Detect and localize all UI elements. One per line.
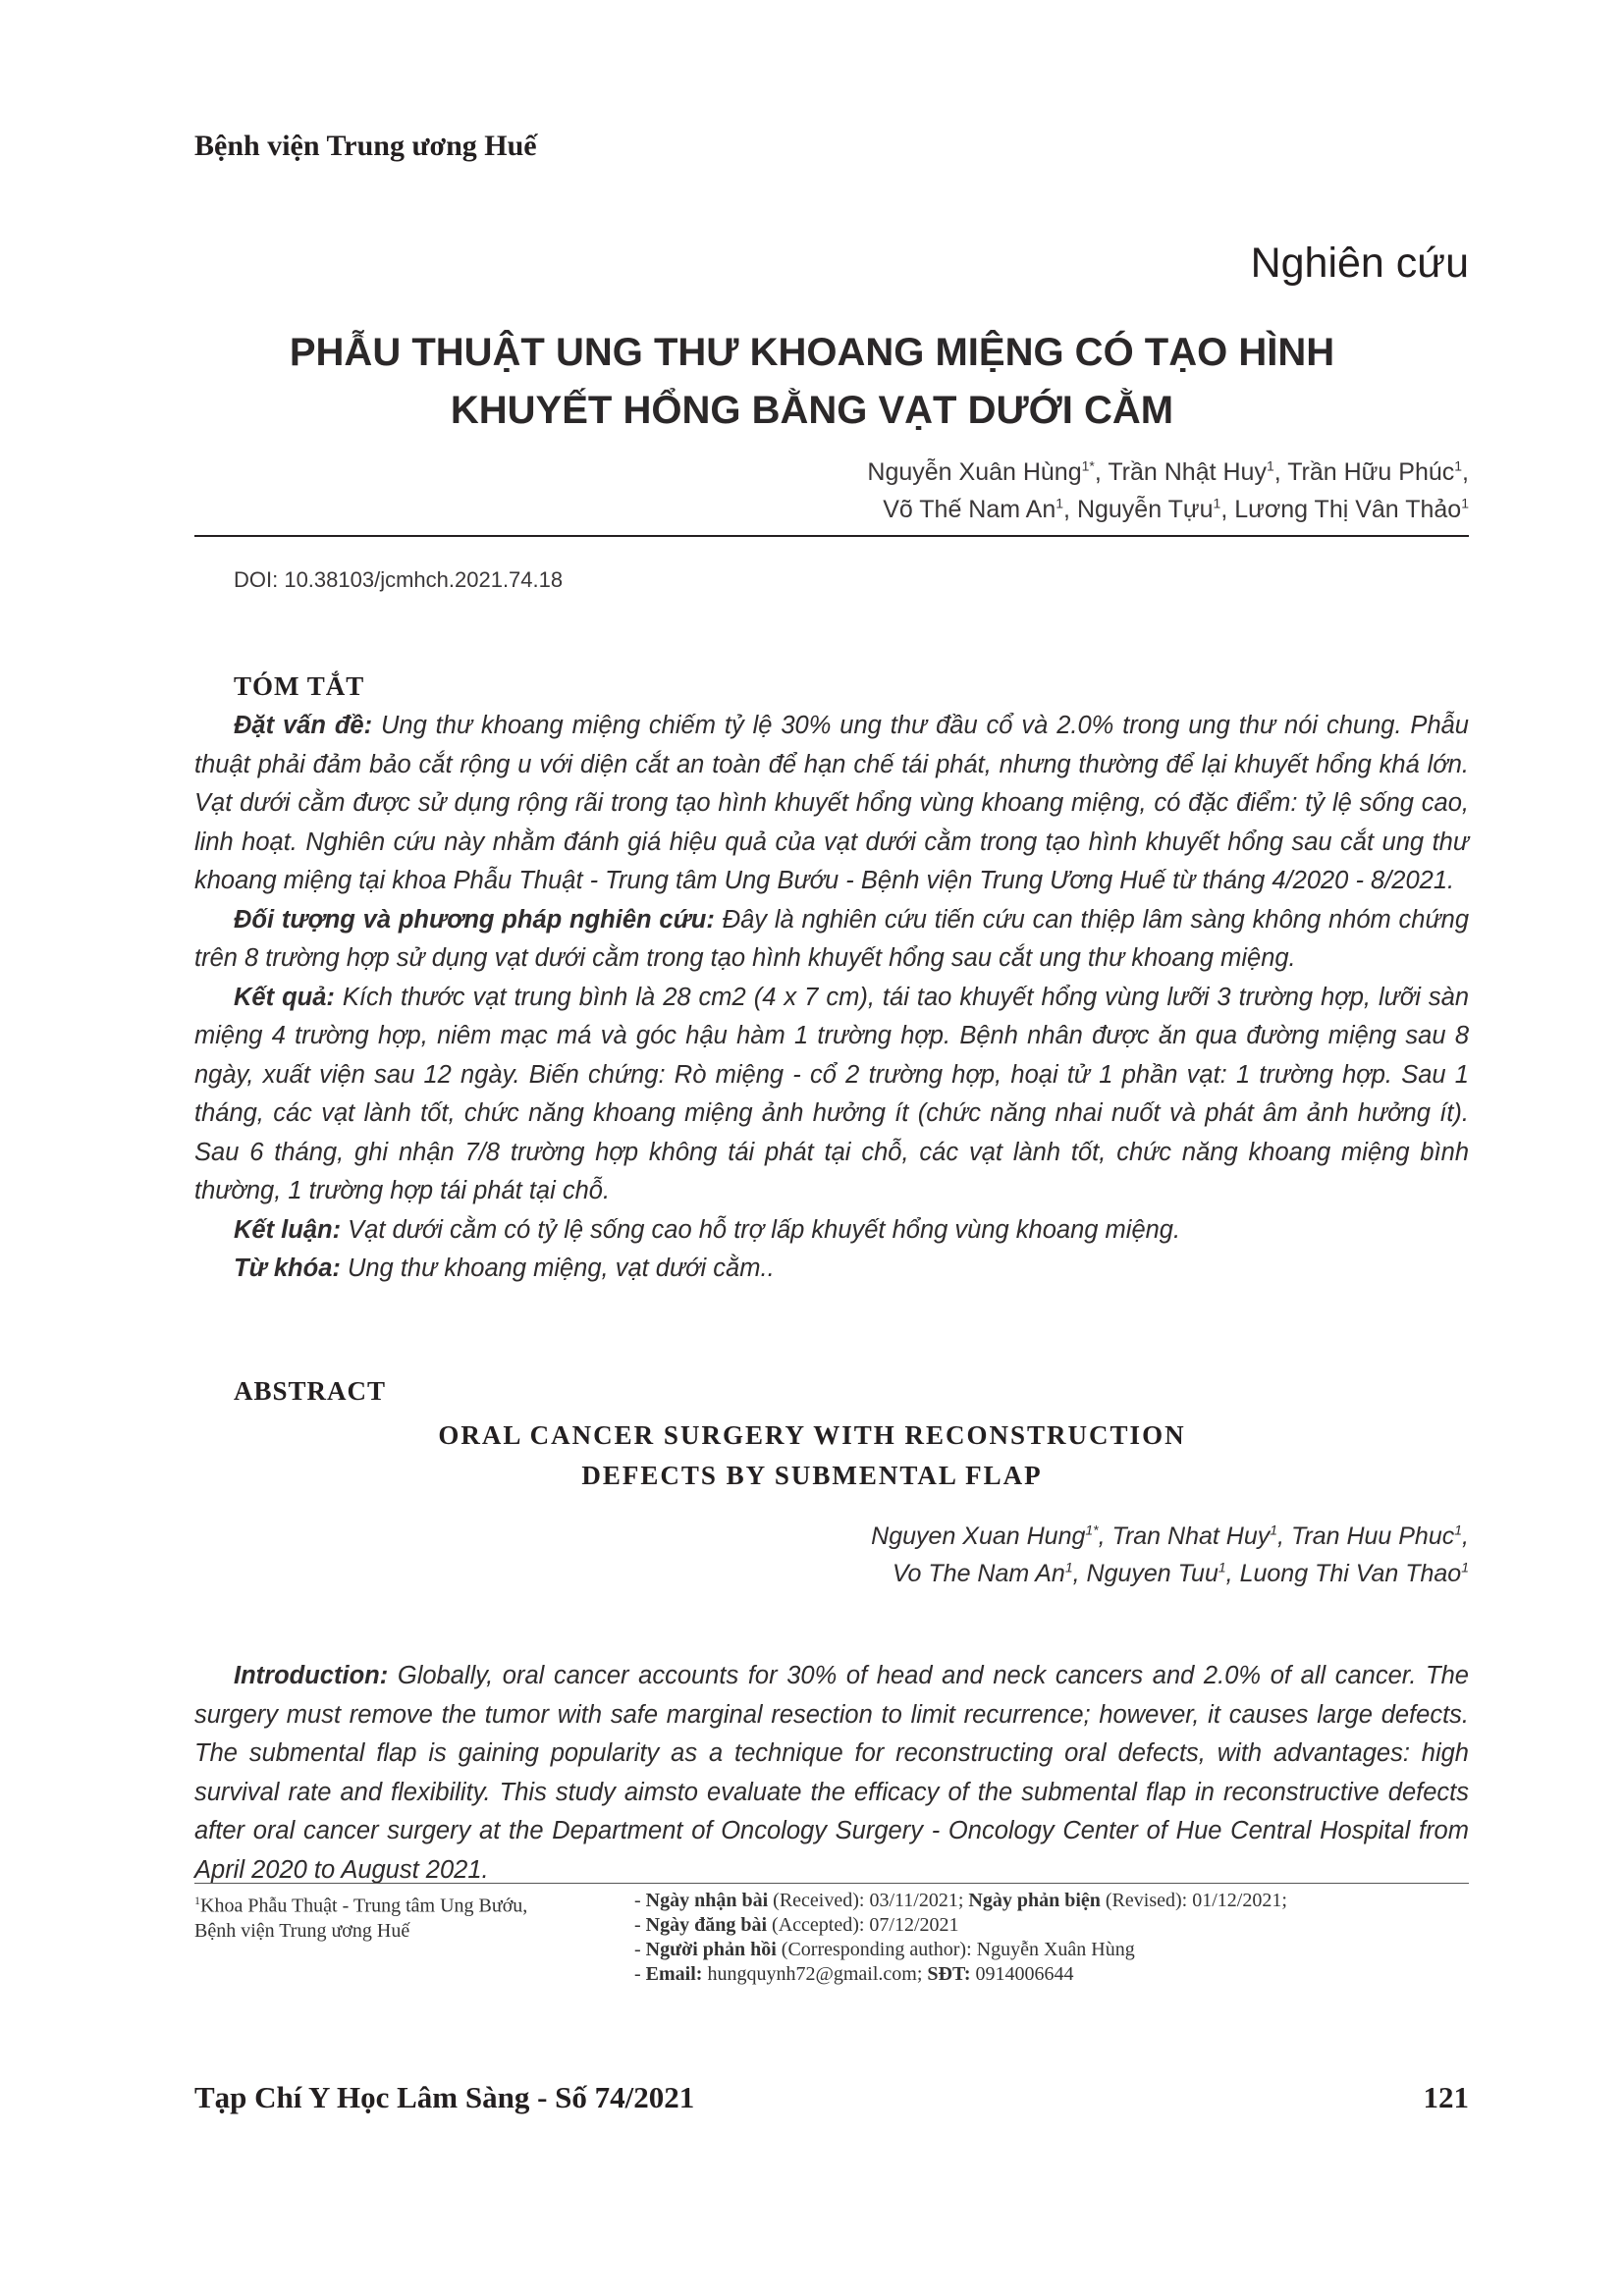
- paragraph-label: Từ khóa:: [234, 1255, 341, 1282]
- authors-line-1: [871, 1518, 1469, 1555]
- summary-paragraph-methods: [194, 901, 1469, 979]
- corresponding-value: (Corresponding author): Nguyễn Xuân Hùng: [776, 1939, 1135, 1960]
- author-affiliation-mark: 1: [1270, 1522, 1278, 1538]
- paragraph-text: Ung thư khoang miệng chiếm tỷ lệ 30% ung thư đầu cổ và 2.0% trong ung thư nói chung. Phẫu thuật phải đảm bảo cắt rộng u với diện cắt an toàn để hạn chế tái phát, nhưng thường để lại khuyết hổng khá lớn. Vạt dưới cằm được sử dụng rộng rãi trong tạo hình khuyết hổng vùng khoang miệng, có đặc điểm: tỷ lệ sống cao, linh hoạt. Nghiên cứu này nhằm đánh giá hiệu quả của vạt dưới cằm trong tạo hình khuyết hổng sau cắt ung thư khoang miệng tại khoa Phẫu Thuật - Trung tâm Ung Bướu - Bệnh viện Trung Ương Huế từ tháng 4/2020 - 8/2021.: [194, 712, 1469, 894]
- paragraph-text: Globally, oral cancer accounts for 30% of head and neck cancers and 2.0% of all cancer. The surgery must remove the tumor with safe marginal resection to limit recurrence; however, it causes large defects. The submental flap is gaining popularity as a technique for reconstructing oral defects, with advantages: high survival rate and flexibility. This study aimsto evaluate the efficacy of the submental flap in reconstructive defects after oral cancer surgery at the Department of Oncology Surgery - Oncology Center of Hue Central Hospital from April 2020 to August 2021.: [194, 1662, 1469, 1884]
- accepted-value: (Accepted): 07/12/2021: [767, 1914, 959, 1936]
- author-name: Lương Thị Vân Thảo: [1234, 496, 1462, 523]
- paragraph-label: Introduction:: [234, 1662, 389, 1689]
- affiliation-text: Khoa Phẫu Thuật - Trung tâm Ung Bướu,: [200, 1895, 528, 1917]
- abstract-heading: ABSTRACT: [234, 1376, 387, 1406]
- summary-paragraph-keywords: [194, 1250, 1469, 1289]
- summary-paragraph-conclusion: [194, 1211, 1469, 1251]
- abstract-title: [0, 1415, 1624, 1496]
- abstract-title-line-2: DEFECTS BY SUBMENTAL FLAP: [581, 1461, 1043, 1490]
- paragraph-label: Đặt vấn đề:: [234, 712, 373, 739]
- summary-body: [194, 707, 1469, 1289]
- summary-heading: TÓM TẮT: [234, 671, 365, 701]
- author-separator: ,: [1462, 458, 1469, 486]
- paragraph-text: Vạt dưới cằm có tỷ lệ sống cao hỗ trợ lấp khuyết hổng vùng khoang miệng.: [341, 1215, 1181, 1244]
- footer-page-number: 121: [1423, 2080, 1469, 2114]
- author-separator: ,: [1225, 1560, 1240, 1587]
- author-affiliation-mark: 1: [1064, 1559, 1073, 1575]
- authors-english: [871, 1518, 1469, 1592]
- paragraph-label: Kết luận:: [234, 1215, 342, 1244]
- section-label: Nghiên cứu: [1250, 240, 1469, 287]
- author-affiliation-mark: 1: [1218, 1559, 1226, 1575]
- footnote-divider: [194, 1883, 1469, 1884]
- paragraph-label: Kết quả:: [234, 983, 335, 1011]
- authors-vietnamese: [867, 454, 1469, 528]
- author-name: Nguyen Xuan Hung: [871, 1522, 1086, 1550]
- author-affiliation-mark: 1: [1454, 1522, 1463, 1538]
- author-separator: ,: [1277, 1522, 1291, 1550]
- phone-label: SĐT:: [927, 1963, 971, 1985]
- email-value[interactable]: hungquynh72@gmail.com;: [702, 1963, 928, 1985]
- phone-value: 0914006644: [970, 1963, 1074, 1985]
- bullet-dash: -: [634, 1890, 646, 1911]
- authors-line-2: [871, 1555, 1469, 1592]
- paragraph-text: Đây là nghiên cứu tiến cứu can thiệp lâm sàng không nhóm chứng trên 8 trường hợp sử dụng vạt dưới cằm trong tạo hình khuyết hổng sau cắt ung thư khoang miệng.: [194, 905, 1470, 972]
- author-name: Luong Thi Van Thao: [1239, 1560, 1462, 1587]
- author-name: Nguyễn Xuân Hùng: [867, 458, 1082, 486]
- footnote-line-received: [634, 1889, 1479, 1913]
- paragraph-text: Kích thước vạt trung bình là 28 cm2 (4 x 7 cm), tái tao khuyết hổng vùng lưỡi 3 trường hợp, lưỡi sàn miệng 4 trường hợp, niêm mạc má và góc hậu hàm 1 trường hợp. Bệnh nhân được ăn qua đường miệng sau 8 ngày, xuất viện sau 12 ngày. Biến chứng: Rò miệng - cổ 2 trường hợp, hoại tử 1 phần vạt: 1 trường hợp. Sau 1 tháng, các vạt lành tốt, chức năng khoang miệng ảnh hưởng ít (chức năng nhai nuốt và phát âm ảnh hưởng ít). Sau 6 tháng, ghi nhận 7/8 trường hợp không tái phát tại chỗ, các vạt lành tốt, chức năng khoang miệng bình thường, 1 trường hợp tái phát tại chỗ.: [194, 983, 1469, 1204]
- abstract-paragraph-introduction: [194, 1657, 1469, 1890]
- footer-journal-name: Tạp Chí Y Học Lâm Sàng - Số 74/2021: [194, 2080, 695, 2114]
- article-title-line-2: KHUYẾT HỔNG BẰNG VẠT DƯỚI CẰM: [450, 389, 1174, 432]
- bullet-dash: -: [634, 1939, 646, 1960]
- author-affiliation-mark: 1: [1213, 495, 1221, 511]
- footnote-dates: [634, 1889, 1479, 1987]
- revised-value: (Revised): 01/12/2021;: [1100, 1890, 1287, 1911]
- authors-line-2: [867, 491, 1469, 528]
- summary-paragraph-background: [194, 707, 1469, 901]
- author-separator: ,: [1072, 1560, 1087, 1587]
- author-name: Nguyen Tuu: [1086, 1560, 1218, 1587]
- paragraph-text: Ung thư khoang miệng, vạt dưới cằm..: [340, 1255, 775, 1282]
- bullet-dash: -: [634, 1963, 646, 1985]
- author-affiliation-mark: 1: [1266, 457, 1274, 474]
- article-title-line-1: PHẪU THUẬT UNG THƯ KHOANG MIỆNG CÓ TẠO HÌNH: [289, 331, 1335, 374]
- running-header-hospital: Bệnh viện Trung ương Huế: [194, 130, 537, 162]
- affiliation-line-1: [194, 1889, 626, 1919]
- email-label: Email:: [645, 1963, 703, 1985]
- abstract-title-line-1: ORAL CANCER SURGERY WITH RECONSTRUCTION: [438, 1420, 1186, 1450]
- doi[interactable]: DOI: 10.38103/jcmhch.2021.74.18: [234, 567, 564, 592]
- footnote-line-accepted: [634, 1913, 1479, 1938]
- received-value: (Received): 03/11/2021;: [768, 1890, 969, 1911]
- author-name: Vo The Nam An: [892, 1560, 1065, 1587]
- abstract-body: [194, 1657, 1469, 1890]
- author-affiliation-mark: 1: [1461, 495, 1469, 511]
- author-name: Võ Thế Nam An: [883, 496, 1056, 523]
- bullet-dash: -: [634, 1914, 646, 1936]
- footnote-line-contact: [634, 1962, 1479, 1987]
- affiliation-mark: 1: [194, 1894, 200, 1907]
- authors-line-1: [867, 454, 1469, 491]
- author-separator: ,: [1220, 496, 1235, 523]
- author-affiliation-mark: 1*: [1085, 1522, 1099, 1538]
- author-affiliation-mark: 1: [1461, 1559, 1469, 1575]
- author-name: Tran Huu Phuc: [1290, 1522, 1455, 1550]
- author-name: Trần Nhật Huy: [1108, 458, 1267, 486]
- author-name: Tran Nhat Huy: [1111, 1522, 1271, 1550]
- author-separator: ,: [1462, 1522, 1469, 1550]
- author-separator: ,: [1098, 1522, 1112, 1550]
- corresponding-label: Người phản hồi: [645, 1939, 777, 1960]
- author-separator: ,: [1094, 458, 1109, 486]
- author-separator: ,: [1273, 458, 1288, 486]
- author-affiliation-mark: 1*: [1081, 457, 1095, 474]
- title-divider: [194, 535, 1469, 537]
- author-separator: ,: [1063, 496, 1077, 523]
- received-label: Ngày nhận bài: [645, 1890, 769, 1911]
- author-name: Trần Hữu Phúc: [1287, 458, 1455, 486]
- revised-label: Ngày phản biện: [968, 1890, 1101, 1911]
- paragraph-label: Đối tượng và phương pháp nghiên cứu:: [234, 905, 715, 934]
- author-affiliation-mark: 1: [1056, 495, 1064, 511]
- footnote-affiliation: [194, 1889, 626, 1944]
- author-affiliation-mark: 1: [1454, 457, 1463, 474]
- affiliation-line-2: Bệnh viện Trung ương Huế: [194, 1919, 410, 1942]
- author-name: Nguyễn Tựu: [1076, 496, 1214, 523]
- footnote-line-corresponding: [634, 1938, 1479, 1962]
- summary-paragraph-results: [194, 979, 1469, 1211]
- accepted-label: Ngày đăng bài: [645, 1914, 768, 1936]
- article-title: [0, 324, 1624, 440]
